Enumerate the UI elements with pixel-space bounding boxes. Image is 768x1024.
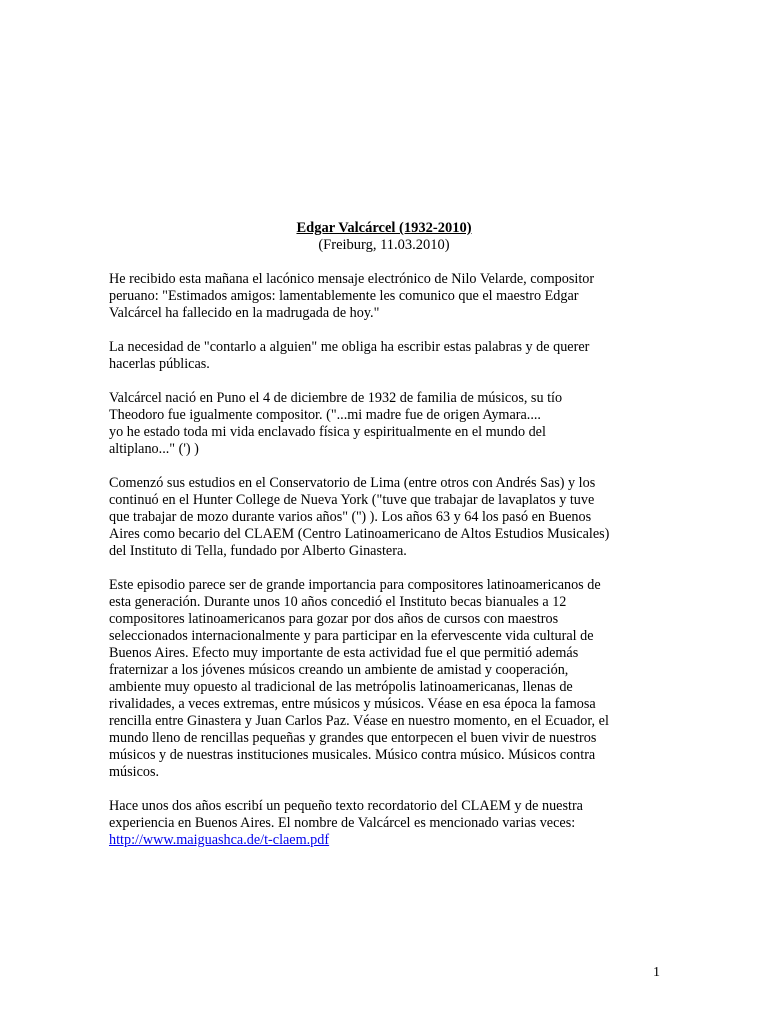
text-line: Valcárcel nació en Puno el 4 de diciembre de 1932 de familia de músicos, su tío [109, 390, 563, 406]
text-line: Buenos Aires. Efecto muy importante de esta actividad fue el que permitió además [109, 645, 579, 661]
paragraph-birth [109, 390, 669, 458]
text-line: que trabajar de mozo durante varios años" ('') ). Los años 63 y 64 los pasó en Buenos [109, 509, 592, 525]
text-line: Este episodio parece ser de grande importancia para compositores latinoamericanos de [109, 577, 601, 593]
text-line: fraternizar a los jóvenes músicos creando un ambiente de amistad y cooperación, [109, 662, 569, 678]
text-line: Aires como becario del CLAEM (Centro Latinoamericano de Altos Estudios Musicales) [109, 526, 610, 542]
document-title: Edgar Valcárcel (1932-2010) [296, 220, 472, 236]
text-line: ambiente muy opuesto al tradicional de las metrópolis latinoamericanas, llenas de [109, 679, 573, 695]
text-line: del Instituto di Tella, fundado por Alberto Ginastera. [109, 543, 407, 559]
text-line: compositores latinoamericanos para gozar por dos años de cursos con maestros [109, 611, 559, 627]
paragraph-message [109, 271, 669, 322]
text-line: hacerlas públicas. [109, 356, 210, 372]
text-line: Comenzó sus estudios en el Conservatorio de Lima (entre otros con Andrés Sas) y los [109, 475, 596, 491]
paragraph-studies [109, 475, 669, 560]
claem-pdf-link[interactable]: http://www.maiguashca.de/t-claem.pdf [109, 832, 330, 848]
text-line: La necesidad de "contarlo a alguien" me obliga ha escribir estas palabras y de querer [109, 339, 590, 355]
text-line: rencilla entre Ginastera y Juan Carlos Paz. Véase en nuestro momento, en el Ecuador, el [109, 713, 609, 729]
document-subtitle: (Freiburg, 11.03.2010) [318, 237, 450, 253]
text-line: seleccionados internacionalmente y para participar en la efervescente vida cultural de [109, 628, 594, 644]
text-line: continuó en el Hunter College de Nueva York ("tuve que trabajar de lavaplatos y tuve [109, 492, 595, 508]
paragraph-episode [109, 577, 669, 781]
text-line: Hace unos dos años escribí un pequeño texto recordatorio del CLAEM y de nuestra [109, 798, 583, 814]
text-line: músicos. [109, 764, 160, 780]
text-line: altiplano..." (') ) [109, 441, 199, 457]
text-line: Valcárcel ha fallecido en la madrugada de hoy." [109, 305, 380, 321]
text-line: músicos y de nuestras instituciones musicales. Músico contra músico. Músicos contra [109, 747, 596, 763]
text-line: experiencia en Buenos Aires. El nombre de Valcárcel es mencionado varias veces: [109, 815, 576, 831]
document-body [109, 271, 669, 866]
title-block [0, 220, 768, 254]
text-line: Theodoro fue igualmente compositor. ("...mi madre fue de origen Aymara.... [109, 407, 541, 423]
text-line: esta generación. Durante unos 10 años concedió el Instituto becas bianuales a 12 [109, 594, 567, 610]
text-line: yo he estado toda mi vida enclavado física y espiritualmente en el mundo del [109, 424, 546, 440]
text-line: rivalidades, a veces extremas, entre músicos y músicos. Véase en esa época la famosa [109, 696, 596, 712]
text-line: He recibido esta mañana el lacónico mensaje electrónico de Nilo Velarde, compositor [109, 271, 595, 287]
text-line: peruano: "Estimados amigos: lamentablemente les comunico que el maestro Edgar [109, 288, 579, 304]
page-number: 1 [653, 965, 660, 980]
text-line: mundo lleno de rencillas pequeñas y grandes que entorpecen el buen vivir de nuestros [109, 730, 597, 746]
paragraph-claem-text [109, 798, 669, 849]
paragraph-necessity [109, 339, 669, 373]
